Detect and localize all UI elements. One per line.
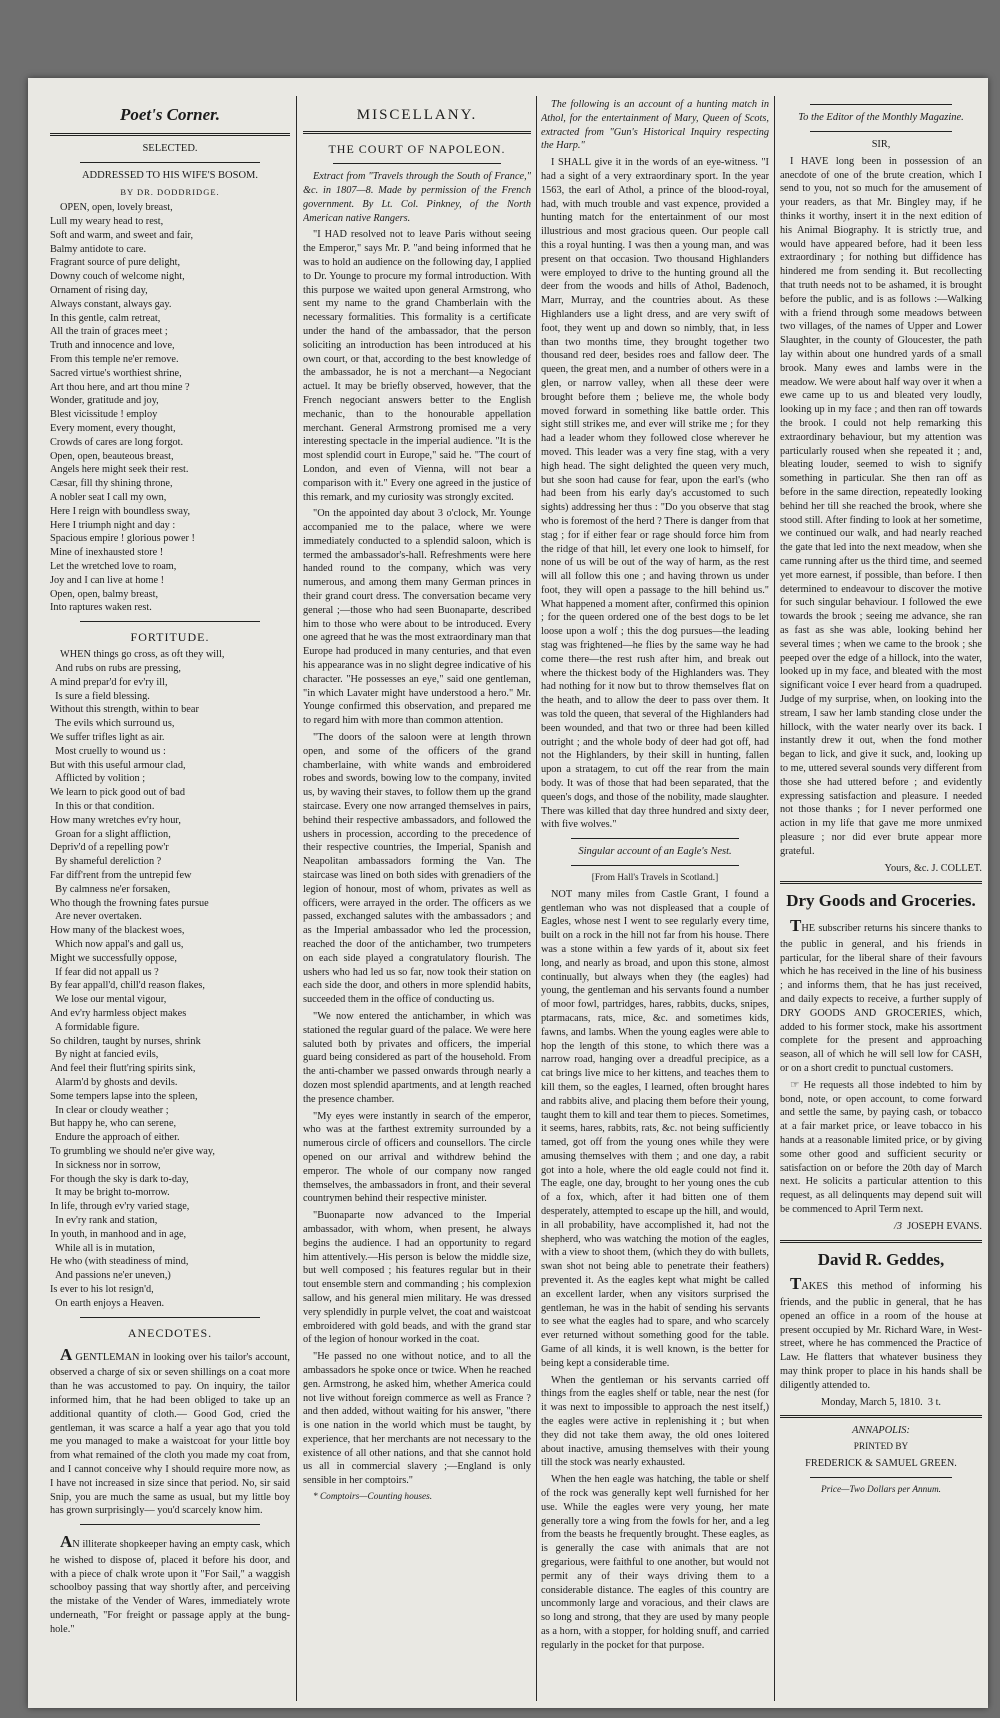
letter-salutation: SIR, (871, 139, 891, 151)
geddes-title: David R. Geddes, (817, 1249, 945, 1269)
eagle-source: [From Hall's Travels in Scotland.] (591, 873, 719, 884)
divider (80, 162, 260, 163)
miscellany-intro: Extract from "Travels through the South of France," &c. in 1807—8. Made by permission of the French government. By Lt. Col. Pinkney, of the North American native Rangers. (303, 171, 531, 224)
miscellany-paragraph: "He passed no one without notice, and to all the ambassadors he spoke once or twice. When he reached gen. Armstrong, he asked him, whether America could not live without foreign commerce as well as France ? and then added, without waiting for his answer, "there is one nation in the world which must be taught, by experience, that her merchants are not necessary to the existence of all other nations, and that she cannot hold us all in commercial slavery ;—England is only sensible in her comptoirs." (303, 1351, 531, 1487)
imprint-place: ANNAPOLIS: (852, 1425, 910, 1437)
divider (571, 865, 739, 866)
poem1-body (50, 201, 290, 615)
dry-goods-sig-mark: /3 (894, 1220, 903, 1232)
miscellany-paragraph: "On the appointed day about 3 o'clock, Mr. Younge accompanied me to the palace, where we were immediately conducted to a splendid saloon, which is termed the ambassador's-hall. Refreshments were here handed round to the company, which was very numerous, and among them many German princes in their grand court dress. The conversation became very general ;—those who had seen Buonaparte, described him to those who were about to be introduced. Every one agreed that he was the most extraordinary man that Europe had produced in many centuries, and that even his appearance was in no slight degree indicative of his character. "He possesses an eye," said one gentleman, "in which Lavater might have understood a hero." Mr. Younge confirmed this observation, and prepared me to regard him with more than common attention. (303, 508, 531, 727)
divider (780, 1240, 982, 1243)
divider (80, 1317, 260, 1318)
dry-goods-paragraph: ☞ He requests all those indebted to him by bond, note, or open account, to come forward and settle the same, by paying cash, or tobacco at a fair market price, or leave tobacco in his hands at a reasonable limited price, or by giving some other good and sufficient security or satisfaction on or before the 20th day of March next. He solicits a particular attention to this request, as all delinquents may depend suit will be commenced to April Term next. (780, 1079, 982, 1215)
column-letters-ads (780, 98, 982, 1698)
dry-goods-title: Dry Goods and Groceries. (786, 891, 976, 911)
selected-label: SELECTED. (142, 142, 198, 154)
miscellany-subtitle: THE COURT OF NAPOLEON. (328, 142, 506, 157)
hunting-paragraph: I SHALL give it in the words of an eye-witness. "I had a sight of a very extraordinary sport. In the year 1563, the earl of Athol, a prince of the blood-royal, had, with much trouble and vast expence, provided a hunting match for the entertainment of our most illustrious and most gracious queen. Our people call this a royal hunting. I was then a young man, and was present on that occasion. Two thousand Highlanders were employed to drive to the hunting ground all the deer from the woods and hills of Athol, Badenoch, Marr, Murray, and the countries about. As these Highlanders use a light dress, and are very swift of foot, they went up and down so nimbly, that, in less than two months time, they brought together two thousand red deer, besides roes and fallow deer. The queen, the great men, and a number of others were in a glen, or narrow valley, when all these deer were brought before them ; believe me, the whole body moved forward in something like battle order. This sight still strikes me, and ever will strike me ; for they had a leader whom they followed close wherever he moved. This leader was a very fine stag, with a very high head. The sight delighted the queen very much, but she soon had cause for fear, upon the earl's (who had been from his early day's accustomed to such sights) addressing her thus : "Do you observe that stag who is foremost of the herd ? There is danger from that stag ; for if either fear or rage should force him from the ridge of that hill, let every one look to himself, for none of us will be out of the way of harm, as the rest will all follow this one ; and having thrown us under foot, they will open a passage to the hill behind us." What happened a moment after, confirmed this opinion ; for the queen ordered one of the best dogs to be let loose upon a wolf ; this the dog pursues—the leading stag was frightened—he flies by the same way he had come there—the rest rush after him, and break out where the thickest body of the Highlanders was. They had nothing for it now but to throw themselves flat on the heath, and to allow the deer to pass over them. It was told the queen, that several of the Highlanders had been wounded, and that two or three had been killed outright ; and the whole body of deer had got off, had not the Highlanders, by their skill in hunting, fallen upon a stratagem, to cut off the rear from the main body. It was of those that had been separated, that the queen's dogs, and those of the nobility, made slaughter. There was killed that day three hundred and sixty deer, with five wolves." (541, 157, 769, 831)
poem1-title: ADDRESSED TO HIS WIFE'S BOSOM. (81, 169, 259, 181)
geddes-date-line (780, 1396, 982, 1410)
imprint-price: Price—Two Dollars per Annum. (820, 1484, 941, 1495)
column-rule (774, 96, 775, 1701)
dry-goods-paragraph: THE subscriber returns his sincere thanks to the public in general, and his friends in particular, for the liberal share of their favours which he has received in the line of his business ; and informs them, that he has just received, and daily expects to receive, a further supply of DRY GOODS AND GROCERIES, which, added to his former stock, make his assortment complete for the present and approaching season, all of which he will sell low for CASH, or on a short credit to punctual customers. (780, 916, 982, 1074)
anecdote-tailor: A GENTLEMAN in looking over his tailor's account, observed a charge of six or seven shillings on a coat more than he was accustomed to pay. On inquiry, the tailor informed him, that he had been obliged to take up an additional quantity of cloth.— Good God, cried the gentleman, it was scarce a half a year ago that you told me you managed to make a waistcoat for your little boy from what remained of the cloth you made my coat from, and I cannot conceive why I should require more now, as I have not increased in size since that period. No, sir said Snip, you are much the same as usual, but my little boy has grown surprisingly— you'd scarcely know him. (50, 1344, 290, 1517)
divider (80, 1524, 260, 1525)
divider (810, 1477, 952, 1478)
anecdote-shopkeeper: AN illiterate shopkeeper having an empty cask, which he wished to dispose of, placed it before his door, and with a piece of chalk wrote upon it "For Sail," a waggish schoolboy passing that way shortly after, and perceiving the mistake of the Vender of Wares, immediately wrote underneath, "For freight or passage apply at the bung-hole." (50, 1532, 290, 1635)
letter-paragraph: I HAVE long been in possession of an anecdote of one of the brute creation, which I send to you, not so much for the amusement of your readers, as that Mr. Bingley may, if he thinks it worthy, insert it in the next edition of his Animal Biography. It is strictly true, and would have appeared before, had it been less extraordinary ; for nothing but diffidence has hindered me from sending it. But recollecting that truth needs not to be ashamed, it is brought before the public, and is as follows :—Walking with a friend through some meadows between two villages, of the names of Upper and Lower Slaughter, in the county of Gloucester, the path lay within about one hundred yards of a small brook. Many ewes and lambs were in the meadow. We were about half way over it when a ewe came up to us and bleated very loudly, looking up in my face ; and then ran off towards the brook. I could not help remarking this extraordinary behaviour, but my attention was particularly roused when she repeated it ; and, bleating louder, seemed to wish to signify something in particular. She then ran off as before in the same direction, repeatedly looking behind her till she reached the brook, where she stood still. After finding to look at her sometime, we continued our walk, and had nearly reached the gate that led into the next meadow, when she came running after us the third time, and seemed yet more earnest, if possible, than before. I then determined to endeavour to discover the motive for such singular behaviour. I followed the ewe towards the brook ; seeing me advance, she ran as fast as she was able, looking behind her several times ; when we came to the brook ; she peeped over the edge of a hillock, into the water, looked up in my face, and bleated with the most significant voice I ever heard from a quadruped. Judge of my surprise, when, on looking into the stream, I saw her lamb standing close under the hillock, with the water nearly over its back. I instantly drew it out, when the fond mother began to lick, and give it suck, and, looking up to me, uttered several sounds very different from those she had uttered before ; and evidently expressing satisfaction and pleasure. I needed not those thanks ; for I never performed one action in my life that gave me more unmixed pleasure ; nor did ever brute appear more grateful. (780, 155, 982, 857)
divider (810, 131, 952, 132)
miscellany-title: MISCELLANY. (356, 107, 478, 123)
newspaper-page (28, 78, 988, 1708)
geddes-paragraph: TAKES this method of informing his friends, and the public in general, that he has opened an office in a room of the house at present occupied by Mr. Richard Ware, in West-street, where he has commenced the Practice of Law. He flatters that whatever business they may think proper to place in his hands shall be diligently attended to. (780, 1274, 982, 1391)
divider (571, 838, 739, 839)
miscellany-footnote: * Comptoirs—Counting houses. (313, 1492, 433, 1503)
poets-corner-masthead: Poet's Corner. (119, 105, 221, 124)
dry-goods-signature: JOSEPH EVANS. (907, 1220, 982, 1232)
divider (50, 133, 290, 136)
column-hunting-eagle (541, 98, 769, 1698)
divider (80, 621, 260, 622)
miscellany-paragraph: "Buonaparte now advanced to the Imperial ambassador, with whom, when present, he always begins the audience. I had an opportunity to regard him attentively.—His person is below the middle size, but well composed ; his features regular but in their tout ensemble stern and commanding ; his complexion sallow, and his general mien military. He was dressed very splendidly in purple velvet, the coat and waistcoat embroidered with gold beads, and with the grand star of the legion of honour worked in the coat. (303, 1210, 531, 1346)
column-rule (296, 96, 297, 1701)
geddes-mark: 3 t. (927, 1396, 942, 1408)
miscellany-paragraph: "I HAD resolved not to leave Paris without seeing the Emperor," says Mr. P. "and being informed that he was to hold an audience on the following day, I applied to Dr. Younge to procure my formal introduction. With this purpose we waited upon general Armstrong, who sent my name to the grand Chamberlain with the necessary formalities. This formality is a certificate under the hand of the ambassador, that the person soliciting an introduction has been introduced at his own court, or that, according to the best knowledge of the ambassador, he is not a merchant—a Negociant actuel. It may be briefly observed, however, that the French negociant answers better to the English mechanic, than to the honourable appellation merchant. General Armstrong promised me a very interesting spectacle in the imperial audience. "It is the most splendid court in Europe," said he. "The court of London, and even of Vienna, will not bear a comparison with it." Every one agreed in the justice of this remark, and my curiosity was strongly excited. (303, 229, 531, 503)
column-rule (536, 96, 537, 1701)
divider (780, 881, 982, 884)
letter-title: To the Editor of the Monthly Magazine. (798, 112, 964, 123)
poem1-lines: OPEN, open, lovely breast, Lull my weary head to rest, Soft and warm, and sweet and fair, Balmy antidote to care. Fragrant source of pure delight, Downy couch of welcome night, Ornament of rising day, Always constant, always gay. In this gentle, calm retreat, All the train of graces meet ; Truth and innocence and love, From this temple ne'er remove. Sacred virtue's worthiest shrine, Art thou here, and art thou mine ? Wonder, gratitude and joy, Blest vicissitude ! employ Every moment, every thought, Crowds of cares are long forgot. Open, open, beauteous breast, Angels here might seek their rest. Cæsar, fill thy shining throne, A nobler seat I call my own, Here I reign with boundless sway, Here I triumph night and day : Spacious empire ! glorious power ! Mine of inexhausted store ! Let the wretched love to roam, Joy and I can live at home ! Open, open, balmy breast, Into raptures waken rest. (50, 202, 195, 614)
hunting-intro: The following is an account of a hunting match in Athol, for the entertainment of Mary, Queen of Scots, extracted from "Gun's Historical Inquiry respecting the Harp." (541, 99, 769, 152)
poem1-byline: BY DR. DODDRIDGE. (120, 186, 220, 197)
miscellany-paragraph: "We now entered the antichamber, in which was stationed the regular guard of the palace. We were here saluted both by privates and officers, the imperial guard being considered as part of the household. From the anti-chamber we passed onwards through nearly a dozen most splendid apartments, and at length reached the presence chamber. (303, 1010, 531, 1105)
divider (810, 104, 952, 105)
eagle-title: Singular account of an Eagle's Nest. (578, 846, 732, 858)
column-miscellany (303, 98, 531, 1698)
divider (303, 131, 531, 134)
imprint-printers: FREDERICK & SAMUEL GREEN. (805, 1457, 957, 1469)
poem2-body (50, 648, 290, 1310)
poem2-lines: WHEN things go cross, as oft they will, And rubs on rubs are pressing, A mind prepar'd for ev'ry ill, Is sure a field blessing. Without this strength, within to bear The evils which surround us, We suffer trifles light as air. Most cruelly to wound us : But with this useful armour clad, Afflicted by volition ; We learn to pick good out of bad In this or that condition. How many wretches ev'ry hour, Groan for a slight affliction, Depriv'd of a repelling pow'r By shameful dereliction ? Far diff'rent from the untrepid few By calmness ne'er forsaken, Who though the frowning fates pursue Are never overtaken. How many of the blackest woes, Which now appal's and gall us, Might we successfully oppose, If fear did not appall us ? By fear appall'd, chill'd reason flakes, We lose our mental vigour, And ev'ry harmless object makes A formidable figure. So children, taught by nurses, shrink By night at fancied evils, And feel their flutt'ring spirits sink, Alarm'd by ghosts and devils. Some tempers lapse into the spleen, In clear or cloudy weather ; But happy he, who can serene, Endure the approach of either. To grumbling we should ne'er give way, In sickness nor in sorrow, For though the sky is dark to-day, It may be bright to-morrow. In life, through ev'ry varied stage, In ev'ry rank and station, In youth, in manhood and in age, While all is in mutation, He who (with steadiness of mind, And passions ne'er uneven,) Is ever to his lot resign'd, On earth enjoys a Heaven. (50, 649, 225, 1309)
eagle-paragraph: When the hen eagle was hatching, the table or shelf of the rock was generally kept well furnished for her use. While the eagles were very young, her mate generally tore a wing from the fowls for her, and a leg from the beasts he frequently brought. These eagles, as is generally the case with animals that are not gregarious, were faithful to one another, but would not permit any of their ways driving them to a considerable distance. The eagles of this country are uncommonly large and voracious, and their claws are so long and strong, that they are used by many people as a horn, with a stopper, for holding snuff, and carried regularly in the pocket for that purpose. (541, 1474, 769, 1651)
poem2-title: FORTITUDE. (130, 630, 210, 645)
letter-signoff: Yours, &c. J. COLLET. (884, 862, 982, 874)
eagle-paragraph: NOT many miles from Castle Grant, I found a gentleman who was not displeased that a couple of Eagles, whose nest I went to see regularly every time, built on a rock in the hill not far from his house. There was a stone within a few yards of it, about six feet long, and nearly as broad, and upon this stone, almost continually, but always when they (the eagles) had young, the gentleman and his servants found a number of moor fowl, partridges, hares, rabbits, ducks, snipes, ptarmacans, rats, mice, &c. and sometimes kids, fawns, and lambs. When the young eagles were able to hop the length of this stone, to which there was a narrow road, hanging over a dreadful precipice, as a cat brings live mice to her kittens, and teaches them to kill them, so the eagles, I learned, often brought hares and rabbits alive, and placing them before their young, taught them to kill and tear them to pieces. Sometimes, it seems, hares, rabbits, rats, &c. not being sufficiently tamed, got off from the young ones while they were amusing themselves with them ; and one day, a rabit got into a hole, where the old eagle could not find it. The eagle, one day, brought to her young ones the cub of a fox, which, after it had bitten one of them desperately, attempted to escape up the hill, and would, in all probability, have accomplished it, had not the shepherd, who was watching the motion of the eagles, with a view to shoot them, (which they do with bullets, swan shot not being able to penetrate their feathers) prevented it. As the eagles kept what might be called an excellent larder, when any visitors surprised the gentleman, he was in the habit of sending his servants to see what the eagles had to spare, and who scarcely ever returned without something good for the table. Game of all kinds, it is well known, is the better for being kept a considerable time. (541, 888, 769, 1369)
geddes-date: Monday, March 5, 1810. (820, 1396, 923, 1408)
column-poets-corner (50, 98, 290, 1698)
dry-goods-signature-line (780, 1220, 982, 1234)
divider (333, 163, 501, 164)
miscellany-paragraph: "The doors of the saloon were at length thrown open, and some of the officers of the grand chamberlaine, with white wands and embroidered robes and swords, bowing low to the company, invited us, by waving their staves, to follow them up the grand staircase. Every one now arranged themselves in pairs, behind their respective ambassadors, and followed the ushers in procession, according to the precedence of their respective countries, the Imperial, Spanish and Neapolitan ambassadors forming the Van. The staircase was lined on both sides with grenadiers of the legion of honour, most of whom, privates as well as officers, were arrayed in the order. The officers as we passed, exchanged salutes with the ambassadors ; and as the Imperial ambassador who led the procession, reached the door of the antichamber, two trumpeters on each side played a congratulatory flourish. The ushers who had led us so far, now took their station on each side the door, and others in more splendid habits, succeeded them in the office of conducting us. (303, 732, 531, 1006)
miscellany-paragraph: "My eyes were instantly in search of the emperor, who was at the farthest extremity surrounded by a numerous circle of officers and counsellors. The circle opened on our arrival and withdrew behind the emperor. The whole of our company now ranged themselves, the ambassadors in front, and their several countrymen behind their respective minister. (303, 1110, 531, 1205)
imprint-printed-by: PRINTED BY (853, 1442, 909, 1453)
eagle-paragraph: When the gentleman or his servants carried off things from the eagles shelf or table, near the nest (for it was next to impossible to approach the nest itself,) the eagles were active in replenishing it ; but when they did not take them away, the old ones loitered about inactive, amusing themselves with their young till the stock was nearly exhausted. (541, 1374, 769, 1469)
anecdotes-title: ANECDOTES. (127, 1325, 213, 1340)
divider (780, 1415, 982, 1418)
